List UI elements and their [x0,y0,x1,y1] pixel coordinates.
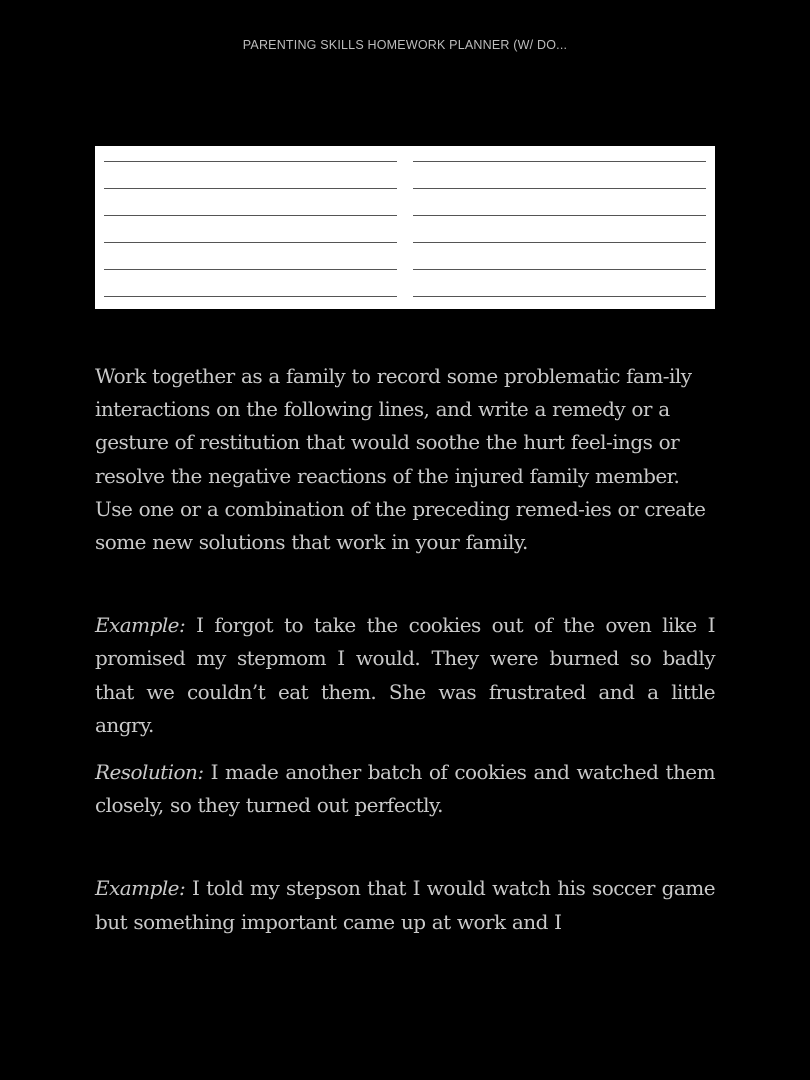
example-paragraph [95,872,715,938]
write-line [413,215,706,216]
worksheet-column-right [413,146,706,309]
worksheet-lines-table [95,146,715,309]
page-content [95,360,715,939]
write-line [104,215,397,216]
write-line [413,161,706,162]
example-text: I forgot to take the cookies out of the oven like I promised my stepmom I would. They were burned so badly that we couldn’t eat them. She was frustrated and a little angry. [95,613,715,737]
worksheet-column-left [104,146,397,309]
resolution-text: I made another batch of cookies and watched them closely, so they turned out perfectly. [95,760,715,818]
write-line [413,269,706,270]
write-line [104,242,397,243]
write-line [104,188,397,189]
resolution-label: Resolution: [95,760,204,785]
write-line [413,188,706,189]
write-line [104,161,397,162]
write-line [413,242,706,243]
write-line [104,269,397,270]
write-line [104,296,397,297]
example-label: Example: [95,613,186,638]
example-label: Example: [95,876,186,901]
intro-paragraph: Work together as a family to record some problematic fam-ily interactions on the following lines, and write a remedy or a gesture of restitution that would soothe the hurt feel-ings or resolve the negative reactions of the injured family member. Use one or a combination of the preceding remed-ies or create some new solutions that work in your family. [95,364,706,555]
write-line [413,296,706,297]
book-title: PARENTING SKILLS HOMEWORK PLANNER (W/ DO... [242,38,568,52]
resolution-paragraph [95,756,715,822]
example-paragraph [95,609,715,742]
example-text: I told my stepson that I would watch his soccer game but something important came up at work and I [95,876,715,934]
